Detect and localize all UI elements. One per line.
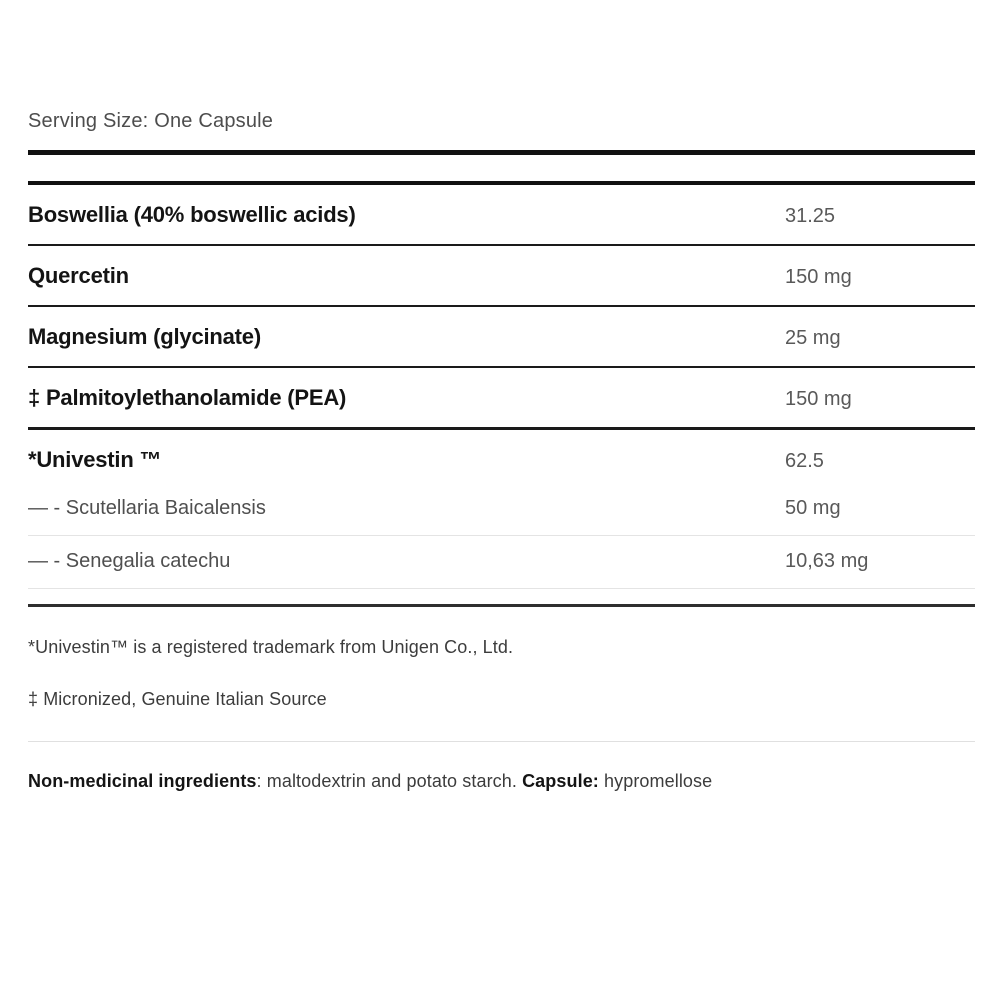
ingredient-name: — - Scutellaria Baicalensis [28,497,266,519]
ingredient-amount: 31.25 [785,205,836,227]
supplement-facts-panel [28,110,975,792]
ingredient-name: ‡ Palmitoylethanolamide (PEA) [28,385,347,410]
footnote-divider [28,741,975,742]
table-bottom-rule [28,604,975,607]
table-row [28,246,975,307]
ingredient-amount: 10,63 mg [785,550,869,572]
table-row [28,368,975,430]
ingredient-name: Boswellia (40% boswellic acids) [28,202,356,227]
capsule-body: hypromellose [598,771,713,791]
top-rule [28,150,975,155]
table-row [28,185,975,246]
ingredient-amount: 150 mg [785,266,852,288]
non-medicinal-ingredients-text [28,771,975,792]
ingredient-name: Quercetin [28,263,129,288]
ingredient-amount: 62.5 [785,450,824,472]
ingredient-amount: 25 mg [785,327,841,349]
table-row [28,430,975,483]
capsule-label: Capsule: [522,771,599,791]
table-row [28,307,975,368]
table-row-sub-ingredient [28,536,975,589]
serving-size-text: Serving Size: One Capsule [28,110,274,132]
ingredient-amount: 50 mg [785,497,841,519]
ingredients-table [28,185,975,589]
ingredient-name: Magnesium (glycinate) [28,324,261,349]
ingredient-name: *Univestin ™ [28,447,162,472]
table-row-sub-ingredient [28,483,975,536]
footnote-micronized: ‡ Micronized, Genuine Italian Source [28,689,327,709]
footnote-trademark: *Univestin™ is a registered trademark from Unigen Co., Ltd. [28,637,514,657]
non-medicinal-body: : maltodextrin and potato starch. [256,771,523,791]
ingredient-amount: 150 mg [785,388,852,410]
non-medicinal-label: Non-medicinal ingredients [28,771,257,791]
ingredient-name: — - Senegalia catechu [28,550,231,572]
